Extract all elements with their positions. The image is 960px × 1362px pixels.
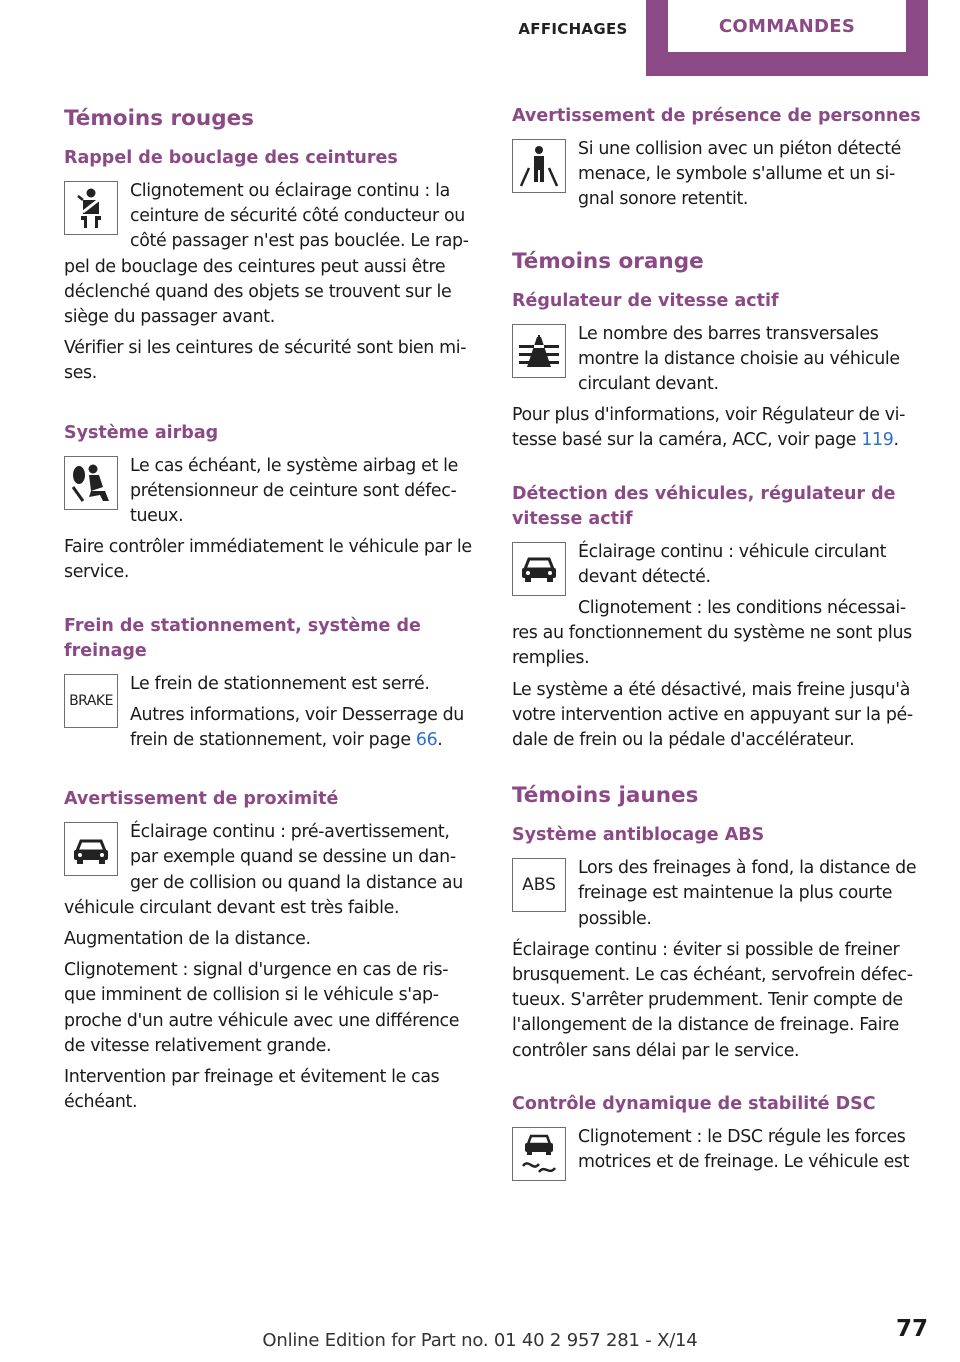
section-title: Contrôle dynamique de stabilité DSC — [512, 1093, 876, 1114]
text: . — [437, 730, 443, 751]
section-proximity-warning — [64, 787, 478, 1115]
paragraph: Éclairage continu : véhicule circulant devant détecté. — [578, 541, 887, 587]
car-detected-icon — [512, 542, 566, 596]
heading-yellow-warnings: Témoins jaunes — [512, 783, 699, 809]
section-title: Avertissement de présence de personnes — [512, 106, 921, 126]
dsc-skid-icon — [512, 1127, 566, 1181]
section-title: Avertissement de proximité — [64, 789, 339, 810]
paragraph: Clignotement : signal d'urgence en cas de ris- que imminent de collision si le véhicule s'ap- proche d'un autre véhicule avec une différence de vitesse relativement grande. — [64, 960, 460, 1056]
section-title: Système antiblocage ABS — [512, 825, 765, 846]
tab-commandes-active[interactable] — [646, 0, 928, 76]
pedestrian-icon — [512, 139, 566, 193]
section-abs — [512, 823, 926, 1064]
tab-commandes-label: COMMANDES — [668, 0, 906, 52]
chapter-tabs — [0, 0, 960, 76]
page-link[interactable]: 119 — [861, 430, 894, 451]
car-warning-icon — [64, 822, 118, 876]
section-title: Système airbag — [64, 422, 219, 443]
brake-icon-label: BRAKE — [69, 692, 113, 709]
section-title: Régulateur de vitesse actif — [512, 290, 779, 311]
page-link[interactable]: 66 — [415, 730, 438, 751]
text: Autres informations, voir Desserrage du frein de stationnement, voir page — [130, 704, 464, 751]
brake-icon — [64, 674, 118, 728]
paragraph: Éclairage continu : pré-avertissement, par exemple quand se dessine un dan- ger de collision ou quand la distance au véhicule circulant devant est très faible. — [64, 822, 463, 918]
paragraph: Intervention par freinage et évitement le cas échéant. — [64, 1067, 440, 1113]
paragraph: Clignotement : les conditions nécessai- res au fonctionnement du système ne sont plus remplies. — [512, 598, 912, 669]
paragraph: Le système a été désactivé, mais freine jusqu'à votre intervention active en appuyant sur la pé- dale de frein ou la pédale d'accélérateur. — [512, 679, 913, 751]
paragraph: Clignotement : le DSC régule les forces motrices et de freinage. Le véhicule est — [578, 1126, 910, 1173]
section-dsc — [512, 1092, 926, 1183]
heading-orange-warnings: Témoins orange — [512, 248, 704, 274]
left-column — [64, 104, 478, 1143]
section-title: Rappel de bouclage des ceintures — [64, 148, 398, 168]
paragraph: Clignotement ou éclairage continu : la ceinture de sécurité côté conducteur ou côté passager n'est pas bouclée. Le rap- pel de bouclage des ceintures peut aussi être déclenché quand des objets se trouvent sur le siège du passager avant. — [64, 181, 469, 328]
paragraph: Le frein de stationnement est serré. — [130, 673, 430, 694]
text: . — [893, 430, 899, 451]
section-active-cruise — [512, 289, 926, 454]
paragraph — [512, 403, 926, 453]
section-seatbelt — [64, 146, 478, 393]
heading-red-warnings: Témoins rouges — [64, 106, 254, 131]
paragraph: Le nombre des barres transversales montre la distance choisie au véhicule circulant devant. — [578, 323, 900, 395]
paragraph: Éclairage continu : éviter si possible de freiner brusquement. Le cas échéant, servofrein défec- tueux. S'arrêter prudemment. Tenir compte de l'allongement de la distance de freinage. Faire contrôler sans délai par le service. — [512, 939, 913, 1061]
airbag-icon — [64, 456, 118, 510]
abs-icon-label: ABS — [522, 875, 556, 896]
paragraph — [64, 703, 478, 753]
paragraph: Lors des freinages à fond, la distance de freinage est maintenue la plus courte possible. — [578, 858, 917, 929]
seatbelt-icon — [64, 181, 118, 235]
section-airbag — [64, 421, 478, 586]
paragraph: Le cas échéant, le système airbag et le prétensionneur de ceinture sont défec- tueux. — [130, 455, 458, 527]
section-pedestrian-warning — [512, 104, 926, 219]
abs-icon — [512, 858, 566, 912]
section-title: Frein de stationnement, système de freinage — [64, 615, 421, 661]
paragraph: Vérifier si les ceintures de sécurité sont bien mi- ses. — [64, 338, 467, 384]
paragraph: Si une collision avec un piéton détecté menace, le symbole s'allume et un si- gnal sonore retentit. — [578, 139, 902, 210]
edition-footer: Online Edition for Part no. 01 40 2 957 281 - X/14 — [262, 1330, 698, 1351]
paragraph: Augmentation de la distance. — [64, 929, 311, 950]
tab-affichages[interactable]: AFFICHAGES — [518, 20, 628, 38]
text: Pour plus d'informations, voir Régulateur de vi- tesse basé sur la caméra, ACC, voir page — [512, 405, 906, 451]
distance-bars-icon — [512, 324, 566, 378]
section-title: Détection des véhicules, régulateur de vitesse actif — [512, 483, 896, 529]
paragraph: Faire contrôler immédiatement le véhicule par le service. — [64, 537, 472, 583]
right-column — [512, 104, 926, 1211]
section-parking-brake — [64, 614, 478, 760]
page-number: 77 — [895, 1316, 928, 1342]
section-vehicle-detection — [512, 482, 926, 754]
